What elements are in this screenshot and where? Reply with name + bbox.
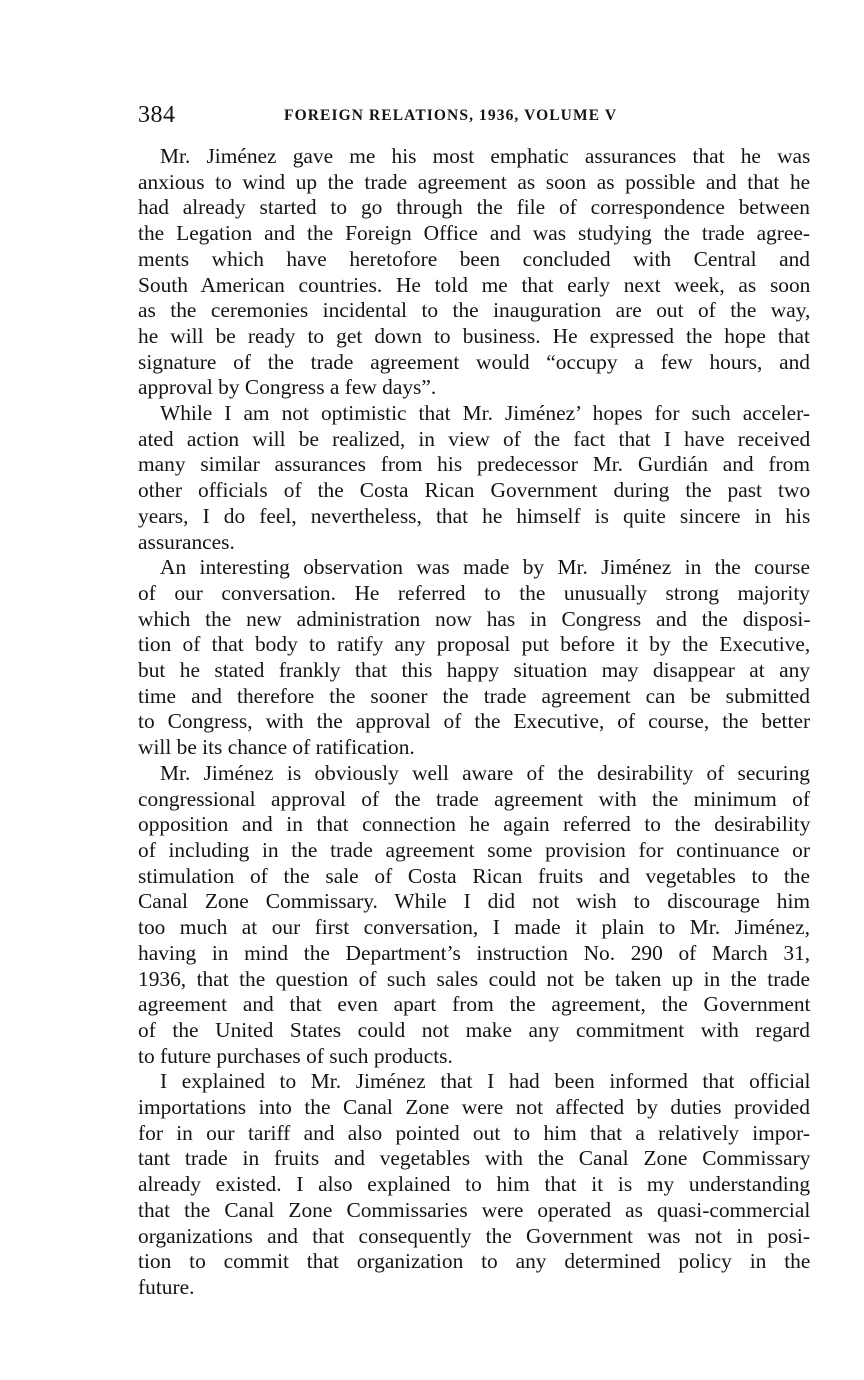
text-line: but he stated frankly that this happy situation may disappear at any — [138, 658, 811, 683]
text-line: to Congress, with the approval of the Executive, of course, the better — [138, 709, 811, 734]
text-line: will be its chance of ratification. — [138, 735, 415, 760]
text-line: having in mind the Department’s instruction No. 290 of March 31, — [138, 940, 811, 965]
text-line: organizations and that consequently the Government was not in posi- — [138, 1223, 810, 1248]
paragraph — [138, 761, 810, 1069]
paragraph — [138, 401, 810, 555]
text-line: tion of that body to ratify any proposal put before it by the Executive, — [138, 632, 811, 657]
text-line: ments which have heretofore been concluded with Central and — [138, 246, 810, 271]
text-line: future. — [138, 1274, 195, 1299]
text-line: importations into the Canal Zone were not affected by duties provided — [138, 1095, 810, 1120]
text-line: signature of the trade agreement would “occupy a few hours, and — [138, 349, 810, 374]
text-line: agreement and that even apart from the agreement, the Government — [138, 992, 811, 1017]
text-line: which the new administration now has in Congress and the disposi- — [138, 606, 811, 631]
text-line: already existed. I also explained to him that it is my understanding — [138, 1172, 811, 1197]
text-line: tion to commit that organization to any determined policy in the — [138, 1249, 811, 1274]
text-line: had already started to go through the file of correspondence between — [138, 195, 810, 220]
text-line: other officials of the Costa Rican Government during the past two — [138, 478, 811, 503]
text-line: many similar assurances from his predecessor Mr. Gurdián and from — [138, 452, 810, 477]
paragraph — [138, 144, 810, 401]
text-line: opposition and in that connection he again referred to the desirability — [138, 812, 811, 837]
text-line: years, I do feel, nevertheless, that he himself is quite sincere in his — [138, 503, 811, 528]
text-line: the Legation and the Foreign Office and was studying the trade agree- — [138, 221, 810, 246]
text-line: he will be ready to get down to business. He expressed the hope that — [138, 323, 810, 348]
paragraph — [138, 555, 810, 761]
text-line: I explained to Mr. Jiménez that I had been informed that official — [160, 1069, 811, 1094]
text-line: While I am not optimistic that Mr. Jiménez’ hopes for such acceler- — [160, 401, 810, 426]
text-line: too much at our first conversation, I made it plain to Mr. Jiménez, — [138, 915, 810, 940]
text-line: Canal Zone Commissary. While I did not wish to discourage him — [138, 889, 811, 914]
running-head: FOREIGN RELATIONS, 1936, VOLUME V — [284, 107, 618, 124]
text-line: congressional approval of the trade agreement with the minimum of — [138, 786, 810, 811]
text-line: of including in the trade agreement some provision for continuance or — [138, 837, 810, 862]
body-text — [138, 144, 810, 1301]
text-line: approval by Congress a few days”. — [138, 375, 437, 400]
text-line: tant trade in fruits and vegetables with the Canal Zone Commissary — [138, 1146, 811, 1171]
text-line: for in our tariff and also pointed out to him that a relatively impor- — [138, 1120, 810, 1145]
text-line: of our conversation. He referred to the unusually strong majority — [138, 580, 810, 605]
text-line: to future purchases of such products. — [138, 1043, 453, 1068]
text-line: ated action will be realized, in view of the fact that I have received — [138, 426, 811, 451]
text-line: Mr. Jiménez is obviously well aware of the desirability of securing — [160, 760, 810, 785]
page-header — [138, 100, 810, 132]
text-line: as the ceremonies incidental to the inauguration are out of the way, — [138, 298, 811, 323]
text-line: 1936, that the question of such sales could not be taken up in the trade — [138, 966, 810, 991]
paragraph — [138, 1069, 810, 1300]
text-line: of the United States could not make any commitment with regard — [138, 1017, 810, 1042]
text-line: stimulation of the sale of Costa Rican fruits and vegetables to the — [138, 863, 810, 888]
text-line: that the Canal Zone Commissaries were operated as quasi-commercial — [138, 1197, 811, 1222]
text-line: time and therefore the sooner the trade agreement can be submitted — [138, 683, 810, 708]
page-number: 384 — [138, 102, 176, 128]
text-line: assurances. — [138, 529, 235, 554]
text-line: An interesting observation was made by Mr. Jiménez in the course — [160, 555, 810, 580]
text-line: Mr. Jiménez gave me his most emphatic assurances that he was — [160, 144, 811, 168]
text-line: anxious to wind up the trade agreement as soon as possible and that he — [138, 169, 811, 194]
text-line: South American countries. He told me that early next week, as soon — [138, 272, 811, 297]
